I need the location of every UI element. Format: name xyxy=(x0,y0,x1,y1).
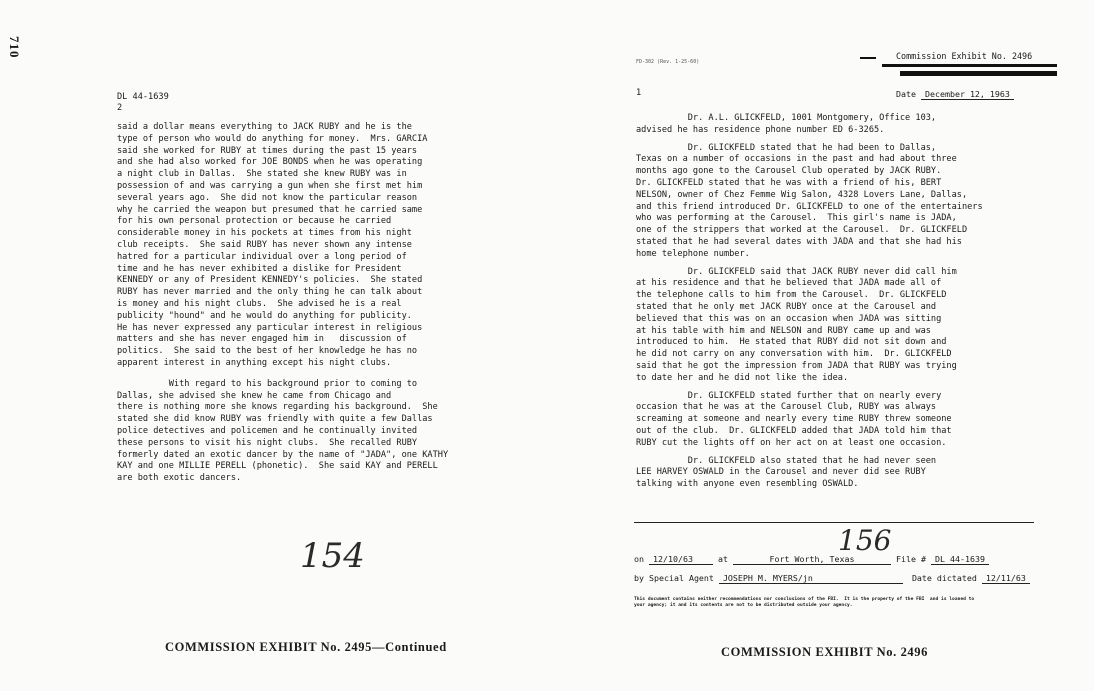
right-page xyxy=(600,0,1094,691)
at-value: Fort Worth, Texas xyxy=(733,554,891,565)
left-paragraph-1: said a dollar means everything to JACK RUBY and he is the type of person who would do anything for money. Mrs. GARCIA said she worked for RUBY at times during the past 15 years and she had also worked for JOE BONDS when he was operating a night club in Dallas. She stated she knew RUBY was in possession of and was carrying a gun when she first met him several years ago. She did not know the particular reason why he carried the weapon but presumed that he carried same for his own personal protection or because he carried considerable money in his pockets at times from his night club receipts. She said RUBY has never shown any intense hatred for a particular individual over a long period of time and he has never exhibited a dislike for President KENNEDY or any of President KENNEDY's policies. She stated RUBY has never married and the only thing he can talk about is money and his night clubs. She advised he is a real publicity "hound" and he would do anything for publicity. He has never expressed any particular interest in religious matters and she has never engaged him in discussion of politics. She said to the best of her knowledge he has no apparent interest in anything except his night clubs. xyxy=(117,122,428,368)
date-row xyxy=(896,89,1014,100)
on-value: 12/10/63 xyxy=(649,554,713,565)
right-paragraph-1: Dr. A.L. GLICKFELD, 1001 Montgomery, Office 103, advised he has residence phone number ED 6-3265. xyxy=(636,113,937,135)
right-paragraph-3: Dr. GLICKFELD said that JACK RUBY never did call him at his residence and that he believed that JADA made all of the telephone calls to him from the Carousel. Dr. GLICKFELD stated that he only met JACK RUBY once at the Carousel and believed that this was on an occasion when JADA was sitting at his table with him and NELSON and RUBY came up and was introduced to him. He stated that RUBY did not sit down and he did not carry on any conversation with him. Dr. GLICKFELD said that he got the impression from JADA that RUBY was trying to date her and he did not like the idea. xyxy=(636,266,957,383)
left-paragraph-2: With regard to his background prior to coming to Dallas, she advised she knew he came from Chicago and there is nothing more she knows regarding his background. She stated she did know RUBY was friendly with quite a few Dallas police detectives and policemen and he continually invited these persons to visit his night clubs. She recalled RUBY formerly dated an exotic dancer by the name of "JADA", one KATHY KAY and one MILLIE PERELL (phonetic). She said KAY and PERELL are both exotic dancers. xyxy=(117,378,449,484)
fbi-disclaimer: This document contains neither recommendations nor conclusions of the FBI. It is the property of the FBI and is loaned to your agency; it and its contents are not to be distributed outside your agency. xyxy=(634,597,975,608)
left-file-ref: DL 44-1639 xyxy=(117,92,169,102)
on-label: on xyxy=(634,554,644,564)
left-body xyxy=(117,122,537,494)
file-value: DL 44-1639 xyxy=(931,554,989,565)
right-paragraph-2: Dr. GLICKFELD stated that he had been to Dallas, Texas on a number of occasions in the past and had about three months ago gone to the Carousel Club operated by JACK RUBY. Dr. GLICKFELD stated that he was with a friend of his, BERT NELSON, owner of Chez Femme Wig Salon, 4328 Lovers Lane, Dallas, and this friend introduced Dr. GLICKFELD to one of the entertainers who was performing at the Carousel. This girl's name is JADA, one of the strippers that worked at the Carousel. Dr. GLICKFELD stated that he had several dates with JADA and that she had his home telephone number. xyxy=(636,142,983,259)
right-caption: COMMISSION EXHIBIT No. 2496 xyxy=(721,645,928,659)
right-paragraph-4: Dr. GLICKFELD stated further that on nearly every occasion that he was at the Carousel Club, RUBY was always screaming at someone and nearly every time RUBY threw someone out of the club. Dr. GLICKFELD added that JADA told him that RUBY cut the lights off on her act on at least one occasion. xyxy=(636,390,952,448)
form-number: FD-302 (Rev. 1-25-60) xyxy=(636,59,700,65)
left-page-mark: 2 xyxy=(117,103,123,113)
footer-rule xyxy=(634,522,1034,523)
header-rule-thick xyxy=(900,71,1057,76)
left-handwritten-number: 154 xyxy=(300,536,365,576)
exhibit-label: Commission Exhibit No. 2496 xyxy=(896,51,1033,61)
footer-line-1 xyxy=(634,554,989,565)
dictated-label: Date dictated xyxy=(911,573,977,583)
agent-label: by Special Agent xyxy=(634,573,714,583)
agent-value: JOSEPH M. MYERS/jn xyxy=(719,573,903,584)
header-rule-short xyxy=(860,57,876,59)
file-label: File # xyxy=(896,554,926,564)
header-rule xyxy=(882,64,1057,67)
dictated-value: 12/11/63 xyxy=(982,573,1030,584)
page-number: 710 xyxy=(7,36,22,59)
at-label: at xyxy=(718,554,728,564)
right-paragraph-5: Dr. GLICKFELD also stated that he had never seen LEE HARVEY OSWALD in the Carousel and never did see RUBY talking with anyone even resembling OSWALD. xyxy=(636,455,937,490)
left-page xyxy=(0,0,540,691)
left-caption: COMMISSION EXHIBIT No. 2495—Continued xyxy=(165,640,447,654)
right-body xyxy=(636,113,1081,500)
right-handwritten-number: 156 xyxy=(838,524,892,557)
footer-line-2 xyxy=(634,573,1030,584)
date-label: Date xyxy=(896,89,916,99)
right-page-mark: 1 xyxy=(636,88,642,98)
date-value: December 12, 1963 xyxy=(921,89,1014,100)
